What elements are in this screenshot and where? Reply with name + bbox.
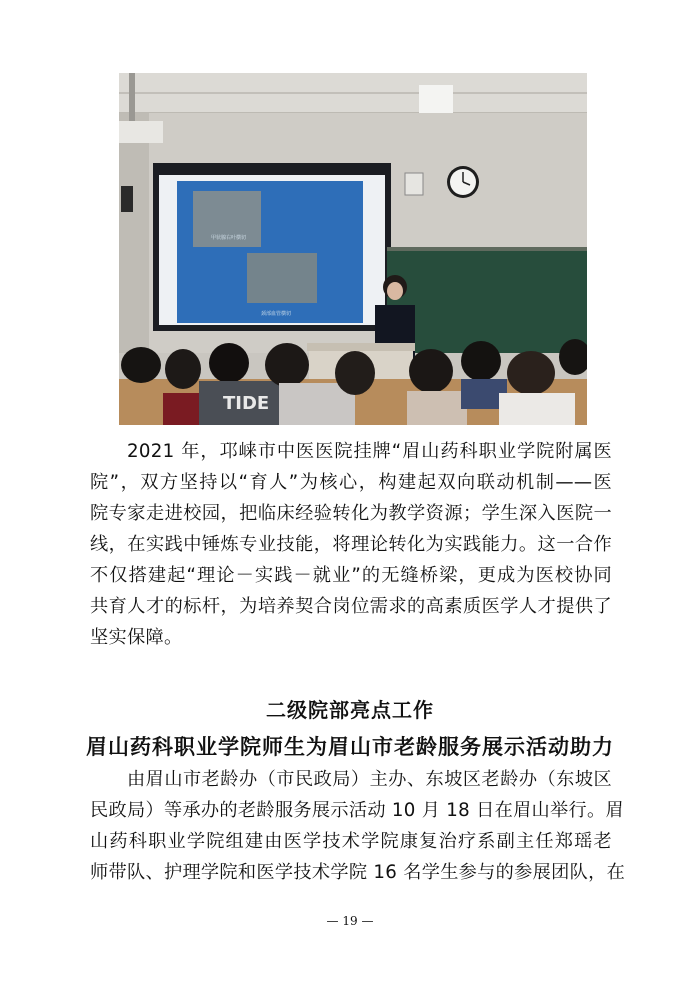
- shirt-print: TIDE: [223, 393, 270, 414]
- classroom-photo: [119, 73, 587, 425]
- paragraph-line: 不仅搭建起“理论－实践－就业”的无缝桥梁，更成为医校协同: [90, 565, 612, 586]
- paragraph-elderly-service: [90, 764, 626, 888]
- paragraph-line: 院专家走进校园，把临床经验转化为教学资源；学生深入医院一: [90, 503, 612, 524]
- paragraph-line: 院”，双方坚持以“育人”为核心，构建起双向联动机制——医: [90, 472, 612, 493]
- paragraph-line: 民政局）等承办的老龄服务展示活动 10 月 18 日在眉山举行。眉: [90, 800, 624, 821]
- paragraph-hospital-cooperation: [90, 436, 612, 653]
- paragraph-line: 师带队、护理学院和医学技术学院 16 名学生参与的参展团队，在: [90, 862, 626, 883]
- article-title: 眉山药科职业学院师生为眉山市老龄服务展示活动助力: [86, 735, 614, 759]
- slide-caption-2: 颈部血管横切: [261, 311, 292, 317]
- paragraph-line: 共育人才的标杆，为培养契合岗位需求的高素质医学人才提供了: [90, 596, 612, 617]
- page-number: — 19 —: [326, 914, 374, 928]
- section-heading: 二级院部亮点工作: [266, 698, 434, 722]
- paragraph-line: 线，在实践中锤炼专业技能，将理论转化为实践能力。这一合作: [90, 534, 612, 555]
- classroom-photo-drawing: [119, 73, 587, 425]
- paragraph-line: 山药科职业学院组建由医学技术学院康复治疗系副主任郑瑶老: [90, 831, 612, 852]
- paragraph-line: 由眉山市老龄办（市民政局）主办、东坡区老龄办（东坡区: [127, 769, 612, 790]
- slide-caption-1: 甲状腺右叶横切: [211, 235, 247, 241]
- paragraph-line: 2021 年，邛崃市中医医院挂牌“眉山药科职业学院附属医: [127, 441, 612, 462]
- paragraph-line: 坚实保障。: [90, 627, 183, 648]
